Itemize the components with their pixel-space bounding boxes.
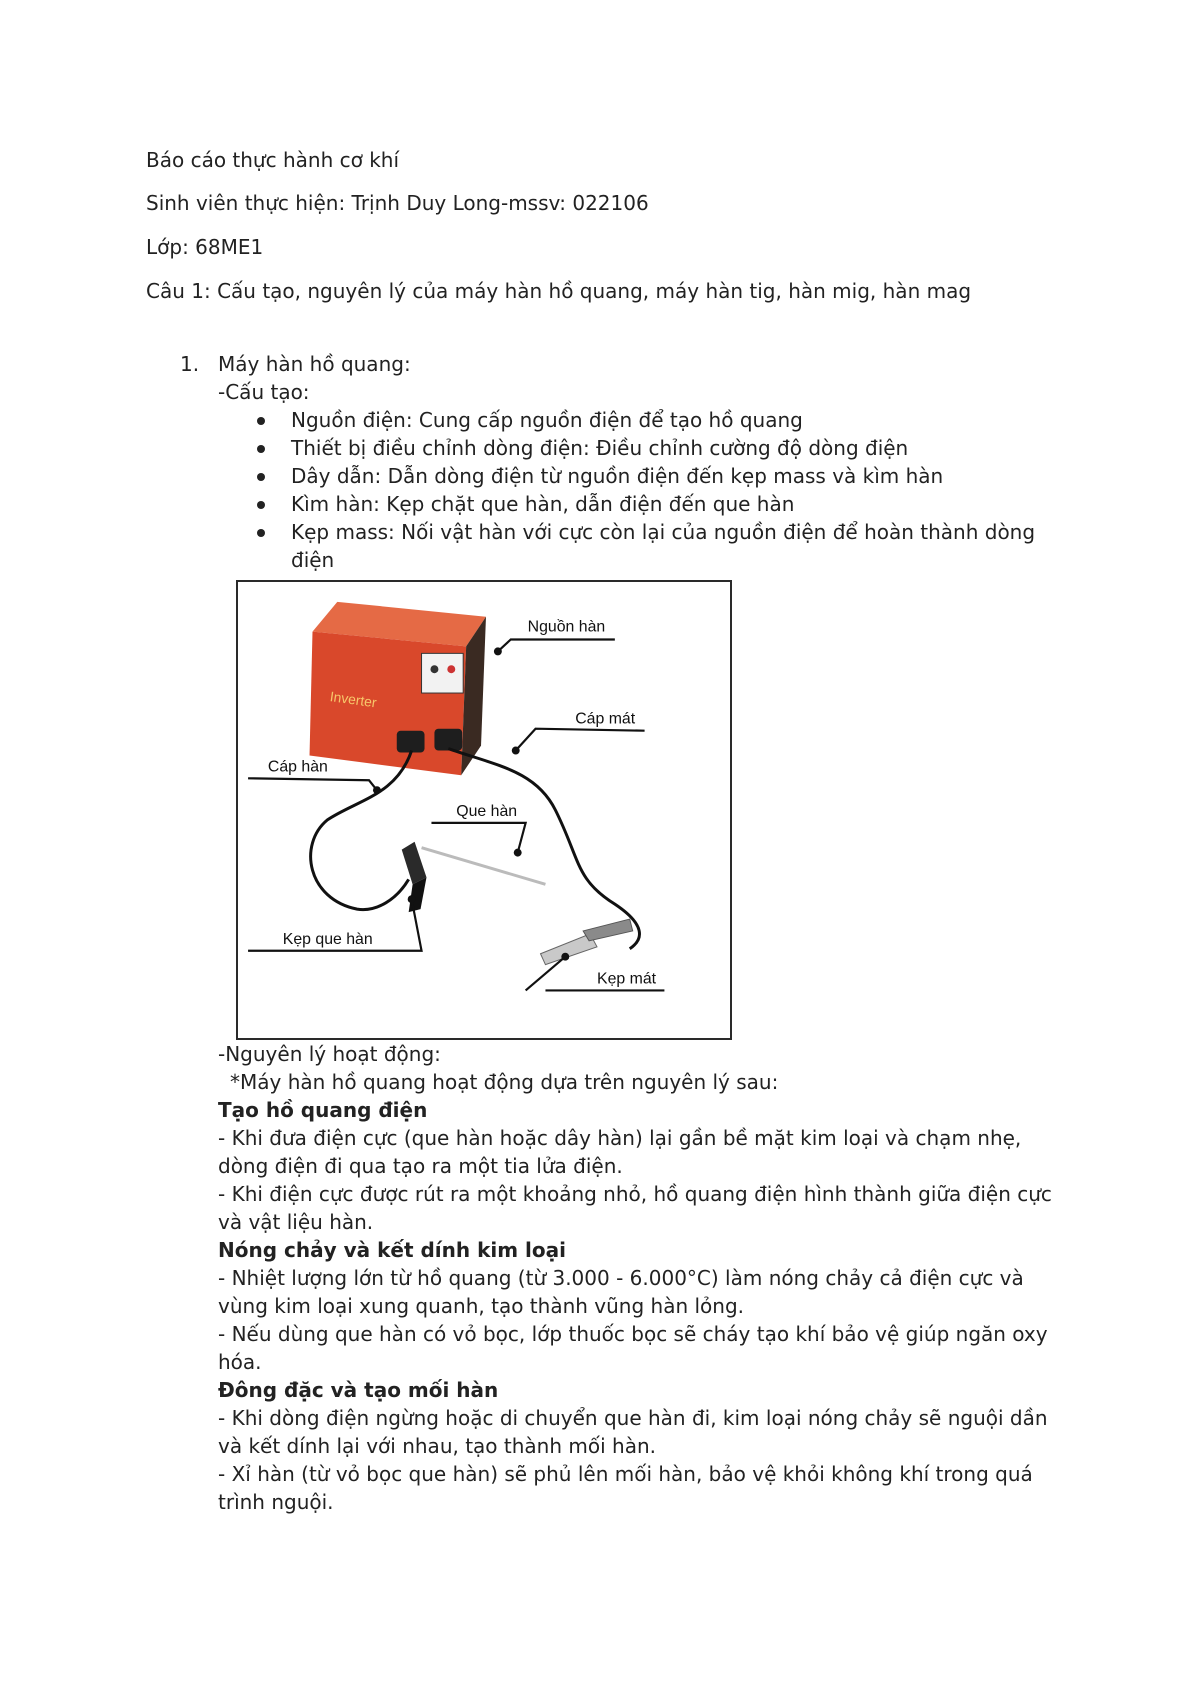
stage-line: - Nhiệt lượng lớn từ hồ quang (từ 3.000 - 6.000°C) làm nóng chảy cả điện cực và vùng kim loại xung quanh, tạo thành vũng hàn lỏng.	[218, 1266, 1024, 1318]
stage-line: - Khi đưa điện cực (que hàn hoặc dây hàn) lại gần bề mặt kim loại và chạm nhẹ, dòng điện đi qua tạo ra một tia lửa điện.	[218, 1126, 1022, 1178]
label-ground-clamp: Kẹp mát	[597, 970, 657, 988]
principle-label: -Nguyên lý hoạt động:	[218, 1042, 441, 1066]
list-item: Thiết bị điều chỉnh dòng điện: Điều chỉnh cường độ dòng điện	[251, 434, 1081, 462]
electrode-holder-image	[402, 842, 546, 912]
list-item: Kìm hàn: Kẹp chặt que hàn, dẫn điện đến que hàn	[251, 490, 1081, 518]
list-item: Kẹp mass: Nối vật hàn với cực còn lại của nguồn điện để hoàn thành dòng điện	[251, 518, 1081, 574]
label-power-source: Nguồn hàn	[527, 618, 606, 636]
stage-line: - Nếu dùng que hàn có vỏ bọc, lớp thuốc bọc sẽ cháy tạo khí bảo vệ giúp ngăn oxy hóa.	[218, 1322, 1048, 1374]
section-title: Máy hàn hồ quang:	[218, 352, 411, 376]
welder-diagram-svg	[238, 582, 730, 1038]
ground-clamp-image	[541, 919, 633, 965]
bullet-dot	[257, 445, 265, 453]
list-number: 1.	[180, 352, 200, 376]
structure-label: -Cấu tạo:	[218, 380, 310, 404]
report-title: Báo cáo thực hành cơ khí	[146, 148, 400, 172]
student-info: Sinh viên thực hiện: Trịnh Duy Long-mssv: 022106	[146, 191, 649, 215]
label-weld-cable: Cáp hàn	[267, 758, 328, 776]
list-item: Dây dẫn: Dẫn dòng điện từ nguồn điện đến kẹp mass và kìm hàn	[251, 462, 1081, 490]
list-item: Nguồn điện: Cung cấp nguồn điện để tạo hồ quang	[251, 406, 1081, 434]
svg-text:Inverter: Inverter	[328, 688, 378, 711]
welder-diagram	[236, 580, 732, 1040]
label-ground-cable: Cáp mát	[575, 710, 636, 728]
stage-heading: Đông đặc và tạo mối hàn	[218, 1378, 499, 1402]
welding-machine-image	[310, 602, 486, 775]
bullet-dot	[257, 529, 265, 537]
label-electrode-holder: Kẹp que hàn	[282, 930, 373, 948]
bullet-dot	[257, 473, 265, 481]
label-electrode: Que hàn	[456, 802, 518, 820]
stage-line: - Xỉ hàn (từ vỏ bọc que hàn) sẽ phủ lên mối hàn, bảo vệ khỏi không khí trong quá trình nguội.	[218, 1462, 1033, 1514]
stage-line: - Khi dòng điện ngừng hoặc di chuyển que hàn đi, kim loại nóng chảy sẽ nguội dần và kết dính lại với nhau, tạo thành mối hàn.	[218, 1406, 1048, 1458]
stage-line: - Khi điện cực được rút ra một khoảng nhỏ, hồ quang điện hình thành giữa điện cực và vật liệu hàn.	[218, 1182, 1052, 1234]
bullet-dot	[257, 501, 265, 509]
question-text: Câu 1: Cấu tạo, nguyên lý của máy hàn hồ quang, máy hàn tig, hàn mig, hàn mag	[146, 279, 972, 303]
principle-intro: *Máy hàn hồ quang hoạt động dựa trên nguyên lý sau:	[230, 1070, 779, 1094]
class-info: Lớp: 68ME1	[146, 235, 264, 259]
operating-principle	[218, 1040, 1068, 1516]
stage-heading: Tạo hồ quang điện	[218, 1098, 428, 1122]
section-arc-welder	[218, 350, 1068, 406]
structure-bullet-list	[251, 406, 1081, 574]
stage-heading: Nóng chảy và kết dính kim loại	[218, 1238, 566, 1262]
bullet-dot	[257, 417, 265, 425]
